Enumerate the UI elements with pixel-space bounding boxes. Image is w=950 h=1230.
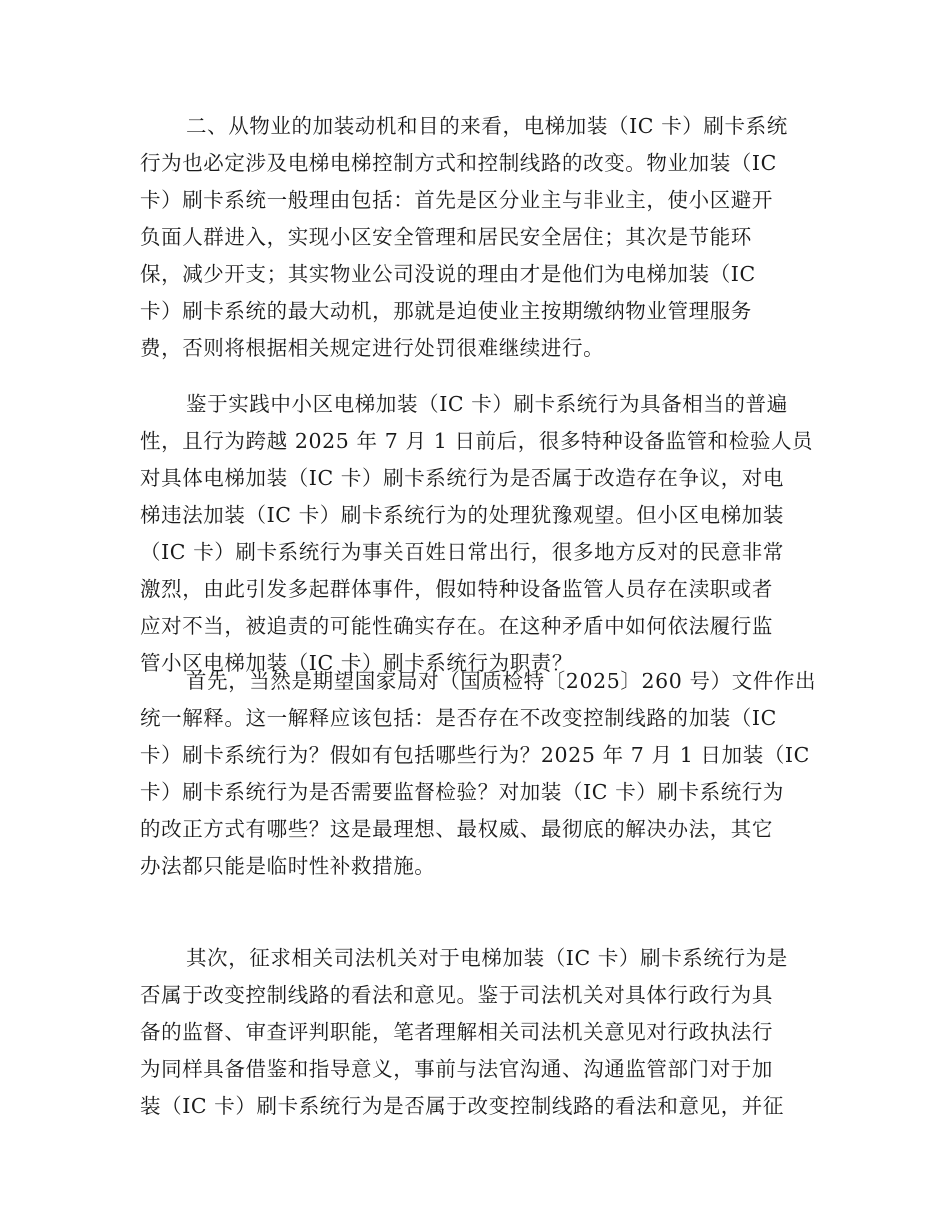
text-line: 负面人群进入，实现小区安全管理和居民安全居住；其次是节能环 [140, 225, 752, 249]
text-line: 梯违法加装（IC 卡）刷卡系统行为的处理犹豫观望。但小区电梯加装 [140, 503, 784, 527]
text-line: 卡）刷卡系统行为是否需要监督检验？对加装（IC 卡）刷卡系统行为 [140, 780, 784, 804]
text-line: 对具体电梯加装（IC 卡）刷卡系统行为是否属于改造存在争议，对电 [140, 466, 784, 490]
text-line: 鉴于实践中小区电梯加装（IC 卡）刷卡系统行为具备相当的普遍 [186, 392, 788, 416]
text-line: 卡）刷卡系统行为？假如有包括哪些行为？2025 年 7 月 1 日加装（IC [140, 743, 810, 767]
text-line: 为同样具备借鉴和指导意义，事前与法官沟通、沟通监管部门对于加 [140, 1057, 773, 1081]
paragraph-practice [140, 386, 820, 682]
text-line: 费，否则将根据相关规定进行处罚很难继续进行。 [140, 336, 605, 360]
text-line: 激烈，由此引发多起群体事件，假如特种设备监管人员存在渎职或者 [140, 577, 773, 601]
paragraph-motivation [140, 108, 820, 367]
text-line: 的改正方式有哪些？这是最理想、最权威、最彻底的解决办法，其它 [140, 817, 773, 841]
text-line: 保，减少开支；其实物业公司没说的理由才是他们为电梯加装（IC [140, 262, 756, 286]
text-line: 首先，当然是期望国家局对（国质检特〔2025〕260 号）文件作出 [186, 669, 817, 693]
text-line: 应对不当，被追责的可能性确实存在。在这种矛盾中如何依法履行监 [140, 614, 773, 638]
text-line: 装（IC 卡）刷卡系统行为是否属于改变控制线路的看法和意见，并征 [140, 1094, 784, 1118]
text-line: 卡）刷卡系统的最大动机，那就是迫使业主按期缴纳物业管理服务 [140, 299, 752, 323]
text-line: 备的监督、审查评判职能，笔者理解相关司法机关意见对行政执法行 [140, 1020, 773, 1044]
text-line: 卡）刷卡系统一般理由包括：首先是区分业主与非业主，使小区避开 [140, 188, 773, 212]
text-line: 性，且行为跨越 2025 年 7 月 1 日前后，很多特种设备监管和检验人员 [140, 429, 814, 453]
text-line: （IC 卡）刷卡系统行为事关百姓日常出行，很多地方反对的民意非常 [140, 540, 784, 564]
text-line: 办法都只能是临时性补救措施。 [140, 854, 436, 878]
text-line: 统一解释。这一解释应该包括：是否存在不改变控制线路的加装（IC [140, 706, 777, 730]
paragraph-first-measure [140, 663, 820, 885]
text-line: 其次，征求相关司法机关对于电梯加装（IC 卡）刷卡系统行为是 [186, 946, 788, 970]
paragraph-second-measure [140, 940, 820, 1125]
text-line: 否属于改变控制线路的看法和意见。鉴于司法机关对具体行政行为具 [140, 983, 773, 1007]
text-line: 二、从物业的加装动机和目的来看，电梯加装（IC 卡）刷卡系统 [186, 114, 788, 138]
text-line: 行为也必定涉及电梯电梯控制方式和控制线路的改变。物业加装（IC [140, 151, 777, 175]
text-line: 管小区电梯加装（IC 卡）刷卡系统行为职责？ [140, 651, 573, 675]
